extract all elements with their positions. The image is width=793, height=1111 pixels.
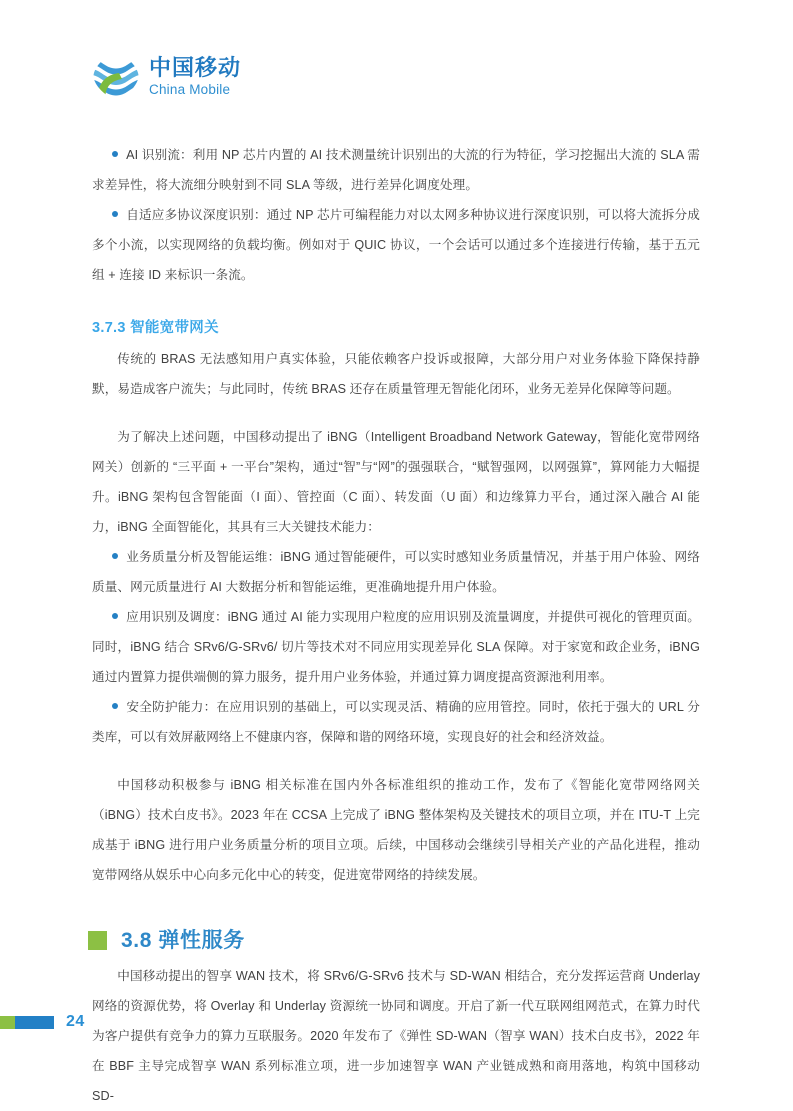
bullet-item-quality-analysis-ops (92, 542, 700, 602)
page-footer (0, 1014, 85, 1030)
section-marker-square-icon (88, 931, 107, 950)
bullet-item-ai-flow-identification (92, 140, 700, 200)
bullet-text: AI 识别流：利用 NP 芯片内置的 AI 技术测量统计识别出的大流的行为特征，学习挖掘出大流的 SLA 需求差异性，将大流细分映射到不同 SLA 等级，进行差异化调度处理。 (92, 148, 700, 192)
bullet-item-app-identification-scheduling (92, 602, 700, 692)
bullet-dot-icon (112, 211, 118, 217)
paragraph-ibng-architecture: 为了解决上述问题，中国移动提出了 iBNG（Intelligent Broadband Network Gateway，智能化宽带网络网关）创新的 “三平面 + 一平台”架构，通过“智”与“网”的强强联合，“赋智强网，以网强算”，算网能力大幅提升。iBNG 架构包含智能面（I 面）、管控面（C 面）、转发面（U 面）和边缘算力平台，通过深入融合 AI 能力，iBNG 全面智能化，其具有三大关键技术能力： (92, 430, 700, 534)
section-heading-3-8 (88, 930, 700, 951)
paragraph-ibng-standardization: 中国移动积极参与 iBNG 相关标准在国内外各标准组织的推动工作，发布了《智能化宽带网络网关（iBNG）技术白皮书》。2023 年在 CCSA 上完成了 iBNG 整体架构及关键技术的项目立项，并在 ITU-T 上完成基于 iBNG 进行用户业务质量分析的项目立项。后续，中国移动会继续引导相关产业的产品化进程，推动宽带网络从娱乐中心向多元化中心的转变，促进宽带网络的持续发展。 (92, 778, 700, 882)
paragraph-elastic-service-intro: 中国移动提出的智享 WAN 技术，将 SRv6/G-SRv6 技术与 SD-WAN 相结合，充分发挥运营商 Underlay 网络的资源优势，将 Overlay 和 Underlay 资源统一协同和调度。开启了新一代互联网组网范式，在算力时代为客户提供有竞争力的算力互联服务。2020 年发布了《弹性 SD-WAN（智享 WAN）技术白皮书》，2022 年在 BBF 主导完成智享 WAN 系列标准立项，进一步加速智享 WAN 产业链成熟和商用落地，构筑中国移动 SD- (92, 969, 700, 1103)
bullet-text: 应用识别及调度：iBNG 通过 AI 能力实现用户粒度的应用识别及流量调度，并提供可视化的管理页面。同时，iBNG 结合 SRv6/G-SRv6/ 切片等技术对不同应用实现差异化 SLA 保障。对于家宽和政企业务，iBNG 通过内置算力提供端侧的算力服务，提升用户业务体验，并通过算力调度提高资源池利用率。 (92, 610, 700, 684)
bullet-item-security-protection (92, 692, 700, 752)
subheading-3-7-3: 3.7.3 智能宽带网关 (92, 320, 219, 336)
page-header (92, 52, 241, 100)
bullet-dot-icon (112, 703, 118, 709)
china-mobile-logo-icon (92, 52, 140, 100)
document-content (92, 140, 700, 1111)
bullet-item-adaptive-protocol-dpi (92, 200, 700, 290)
brand-name-cn: 中国移动 (149, 54, 242, 80)
bullet-dot-icon (112, 553, 118, 559)
footer-accent-bar-green (0, 1016, 15, 1029)
bullet-text: 业务质量分析及智能运维：iBNG 通过智能硬件，可以实时感知业务质量情况，并基于用户体验、网络质量、网元质量进行 AI 大数据分析和智能运维，更准确地提升用户体验。 (92, 550, 700, 594)
bullet-text: 自适应多协议深度识别：通过 NP 芯片可编程能力对以太网多种协议进行深度识别，可以将大流拆分成多个小流，以实现网络的负载均衡。例如对于 QUIC 协议，一个会话可以通过多个连接进行传输，基于五元组 + 连接 ID 来标识一条流。 (92, 208, 700, 282)
footer-accent-bar-blue (15, 1016, 54, 1029)
brand-wordmark (149, 56, 241, 96)
bullet-dot-icon (112, 151, 118, 157)
page-number: 24 (66, 1013, 85, 1030)
brand-name-en: China Mobile (149, 81, 231, 97)
section-title-text: 3.8 弹性服务 (121, 929, 245, 952)
bullet-dot-icon (112, 613, 118, 619)
bullet-text: 安全防护能力：在应用识别的基础上，可以实现灵活、精确的应用管控。同时，依托于强大的 URL 分类库，可以有效屏蔽网络上不健康内容，保障和谐的网络环境，实现良好的社会和经济效益。 (92, 700, 700, 744)
paragraph-bras-limitations: 传统的 BRAS 无法感知用户真实体验，只能依赖客户投诉或报障，大部分用户对业务体验下降保持静默，易造成客户流失；与此同时，传统 BRAS 还存在质量管理无智能化闭环，业务无差异化保障等问题。 (92, 352, 700, 396)
